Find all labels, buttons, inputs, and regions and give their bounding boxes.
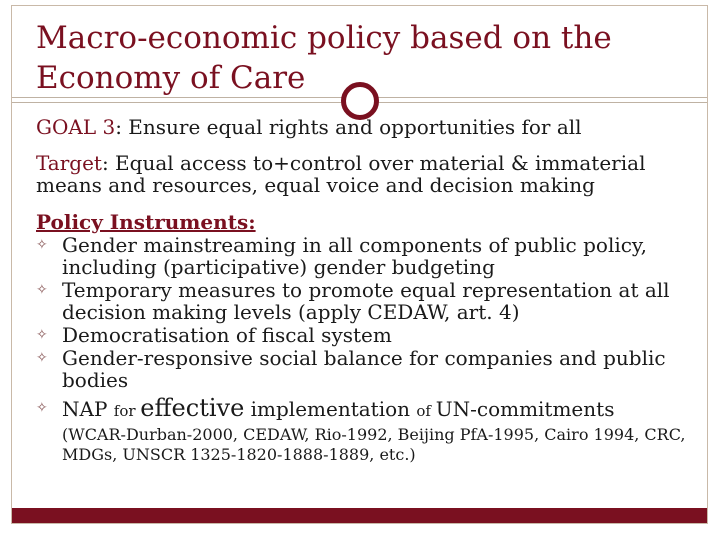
bottom-accent-bar [12, 508, 707, 523]
title-line-2: Economy of Care [36, 60, 306, 96]
effective-text: effective [140, 394, 245, 422]
star-bullet-icon: ✧ [36, 237, 48, 253]
policy-instruments-heading: Policy Instruments: [36, 210, 256, 234]
nap-text: NAP [62, 397, 114, 421]
star-bullet-icon: ✧ [36, 350, 48, 366]
un-commitments-text: UN-commitments [435, 397, 615, 421]
list-item-text: Democratisation of fiscal system [62, 323, 392, 347]
commitments-note: (WCAR-Durban-2000, CEDAW, Rio-1992, Beijing PfA-1995, Cairo 1994, CRC, MDGs, UNSCR 1325-1820-1888-1889, etc.) [62, 425, 686, 464]
list-item [36, 394, 696, 422]
policy-instruments-list [36, 234, 696, 422]
list-item-text: Gender mainstreaming in all components of public policy, including (participative) gender budgeting [62, 233, 647, 279]
implementation-text: implementation [244, 397, 417, 421]
list-item [36, 279, 696, 323]
target-statement [36, 152, 696, 196]
list-item [36, 347, 696, 391]
goal-label: GOAL 3 [36, 115, 116, 139]
star-bullet-icon: ✧ [36, 400, 48, 416]
list-item-text: Temporary measures to promote equal representation at all decision making levels (apply CEDAW, art. 4) [62, 278, 670, 324]
goal-text: : Ensure equal rights and opportunities for all [115, 115, 582, 139]
title-line-1: Macro-economic policy based on the [36, 20, 612, 56]
star-bullet-icon: ✧ [36, 327, 48, 343]
target-text: : Equal access to+control over material & immaterial means and resources, equal voice and decision making [36, 151, 646, 197]
list-item [36, 234, 696, 278]
star-bullet-icon: ✧ [36, 282, 48, 298]
slide-body [36, 116, 696, 465]
target-label: Target [36, 151, 102, 175]
list-item-text: Gender-responsive social balance for companies and public bodies [62, 346, 666, 392]
of-text: of [416, 402, 436, 420]
goal-statement [36, 116, 696, 138]
list-item [36, 324, 696, 346]
for-text: for [113, 402, 141, 420]
